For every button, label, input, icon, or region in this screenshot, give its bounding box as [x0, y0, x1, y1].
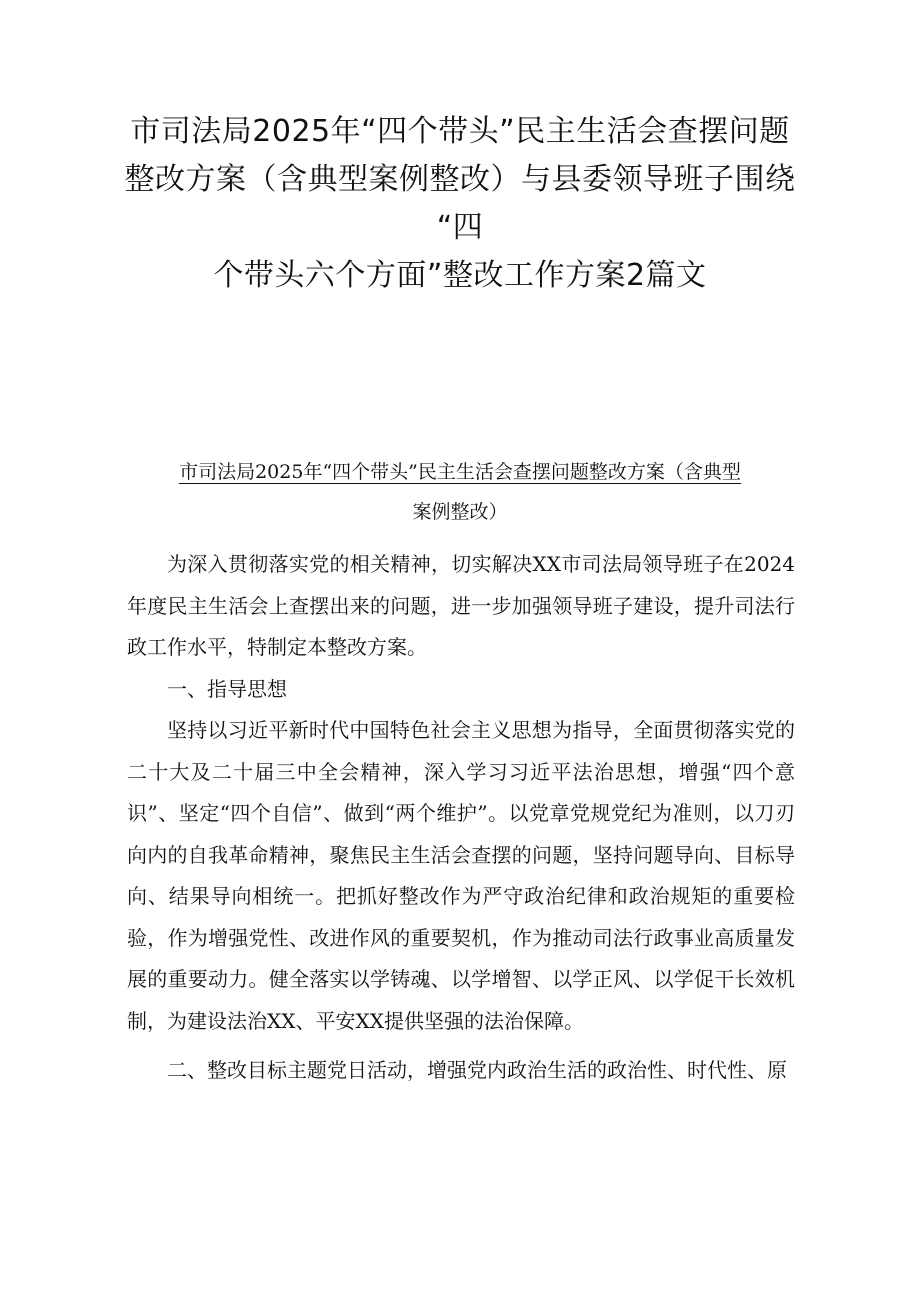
- title-line-2: 整改方案（含典型案例整改）与县委领导班子围绕: [124, 162, 796, 197]
- document-title: [100, 108, 820, 300]
- heading-rectification-goals: 二、整改目标主题党日活动，增强党内政治生活的政治性、时代性、原: [167, 1058, 787, 1082]
- section-heading-line-2: 案例整改）: [412, 501, 508, 523]
- document-body: [127, 544, 795, 1092]
- title-line-3: “四: [436, 210, 484, 245]
- section-heading-line-1: 市司法局2025年“四个带头”民主生活会查摆问题整改方案（含典型: [179, 461, 741, 483]
- section-heading: [130, 452, 790, 532]
- heading-guiding-ideology: 一、指导思想: [167, 676, 287, 701]
- intro-paragraph: 为深入贯彻落实党的相关精神，切实解决XX市司法局领导班子在2024年度民主生活会上查摆出来的问题，进一步加强领导班子建设，提升司法行政工作水平，特制定本整改方案。: [127, 552, 795, 659]
- title-line-1: 市司法局2025年“四个带头”民主生活会查摆问题: [130, 114, 790, 149]
- guiding-ideology-paragraph: 坚持以习近平新时代中国特色社会主义思想为指导，全面贯彻落实党的二十大及二十届三中全会精神，深入学习习近平法治思想，增强“四个意识”、坚定“四个自信”、做到“两个维护”。以党章党规党纪为准则，以刀刃向内的自我革命精神，聚焦民主生活会查摆的问题，坚持问题导向、目标导向、结果导向相统一。把抓好整改作为严守政治纪律和政治规矩的重要检验，作为增强党性、改进作风的重要契机，作为推动司法行政事业高质量发展的重要动力。健全落实以学铸魂、以学增智、以学正风、以学促干长效机制，为建设法治XX、平安XX提供坚强的法治保障。: [127, 718, 795, 1033]
- title-line-4: 个带头六个方面”整改工作方案2篇文: [213, 258, 707, 293]
